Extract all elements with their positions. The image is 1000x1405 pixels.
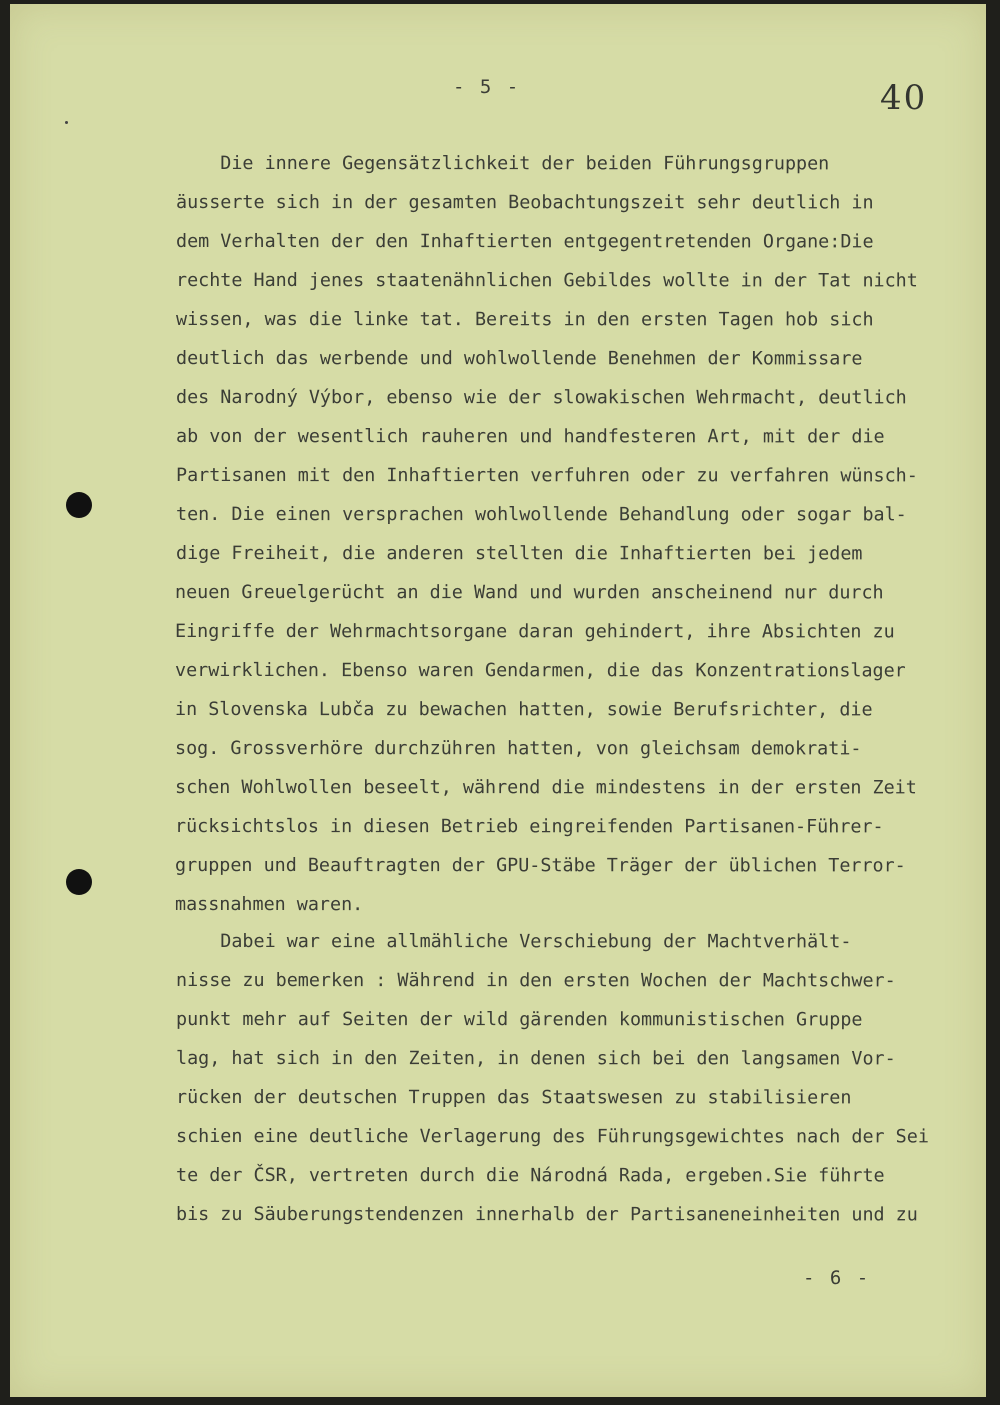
text-line: Die innere Gegensätzlichkeit der beiden Führungsgruppen <box>175 153 830 175</box>
text-line: deutlich das werbende und wohlwollende Benehmen der Kommissare <box>175 348 863 370</box>
continuation-marker: - 6 - <box>803 1267 871 1289</box>
text-line: dem Verhalten der den Inhaftierten entgegentretenden Organe:Die <box>175 231 874 253</box>
paper-speck <box>65 121 68 124</box>
text-line: Partisanen mit den Inhaftierten verfuhren oder zu verfahren wünsch- <box>175 465 918 487</box>
text-line: massnahmen waren. <box>175 894 364 916</box>
text-line: äusserte sich in der gesamten Beobachtungszeit sehr deutlich in <box>175 192 874 214</box>
text-line: neuen Greuelgerücht an die Wand und wurden anscheinend nur durch <box>175 582 885 604</box>
document-page <box>10 4 986 1397</box>
text-line: sog. Grossverhöre durchzühren hatten, von gleichsam demokrati- <box>175 738 862 760</box>
text-line: rücken der deutschen Truppen das Staatswesen zu stabilisieren <box>175 1087 852 1109</box>
text-line: wissen, was die linke tat. Bereits in den ersten Tagen hob sich <box>175 309 874 331</box>
folio-number: 40 <box>880 78 928 118</box>
text-line: schien eine deutliche Verlagerung des Führungsgewichtes nach der Sei <box>175 1126 929 1148</box>
text-line: rechte Hand jenes staatenähnlichen Gebildes wollte in der Tat nicht <box>175 270 918 292</box>
text-line: te der ČSR, vertreten durch die Národná Rada, ergeben.Sie führte <box>175 1165 885 1187</box>
text-line: gruppen und Beauftragten der GPU-Stäbe Träger der üblichen Terror- <box>175 855 906 877</box>
text-line: dige Freiheit, die anderen stellten die Inhaftierten bei jedem <box>175 543 862 565</box>
text-line: ten. Die einen versprachen wohlwollende Behandlung oder sogar bal- <box>175 504 907 526</box>
text-line: Dabei war eine allmähliche Verschiebung der Machtverhält- <box>175 931 852 953</box>
page-number: - 5 - <box>453 76 521 98</box>
punch-hole <box>66 492 92 518</box>
text-line: nisse zu bemerken : Während in den ersten Wochen der Machtschwer- <box>175 970 896 992</box>
text-line: rücksichtslos in diesen Betrieb eingreifenden Partisanen-Führer- <box>175 816 884 838</box>
text-line: bis zu Säuberungstendenzen innerhalb der Partisaneneinheiten und zu <box>175 1204 918 1226</box>
text-line: lag, hat sich in den Zeiten, in denen sich bei den langsamen Vor- <box>175 1048 896 1070</box>
punch-hole <box>66 869 92 895</box>
text-line: schen Wohlwollen beseelt, während die mindestens in der ersten Zeit <box>175 777 918 799</box>
text-line: Eingriffe der Wehrmachtsorgane daran gehindert, ihre Absichten zu <box>175 621 896 643</box>
text-line: in Slovenska Lubča zu bewachen hatten, sowie Berufsrichter, die <box>175 699 873 721</box>
text-line: punkt mehr auf Seiten der wild gärenden kommunistischen Gruppe <box>175 1009 863 1031</box>
text-line: ab von der wesentlich rauheren und handfesteren Art, mit der die <box>175 426 885 448</box>
text-line: des Narodný Výbor, ebenso wie der slowakischen Wehrmacht, deutlich <box>175 387 907 409</box>
text-line: verwirklichen. Ebenso waren Gendarmen, die das Konzentrationslager <box>175 660 907 682</box>
